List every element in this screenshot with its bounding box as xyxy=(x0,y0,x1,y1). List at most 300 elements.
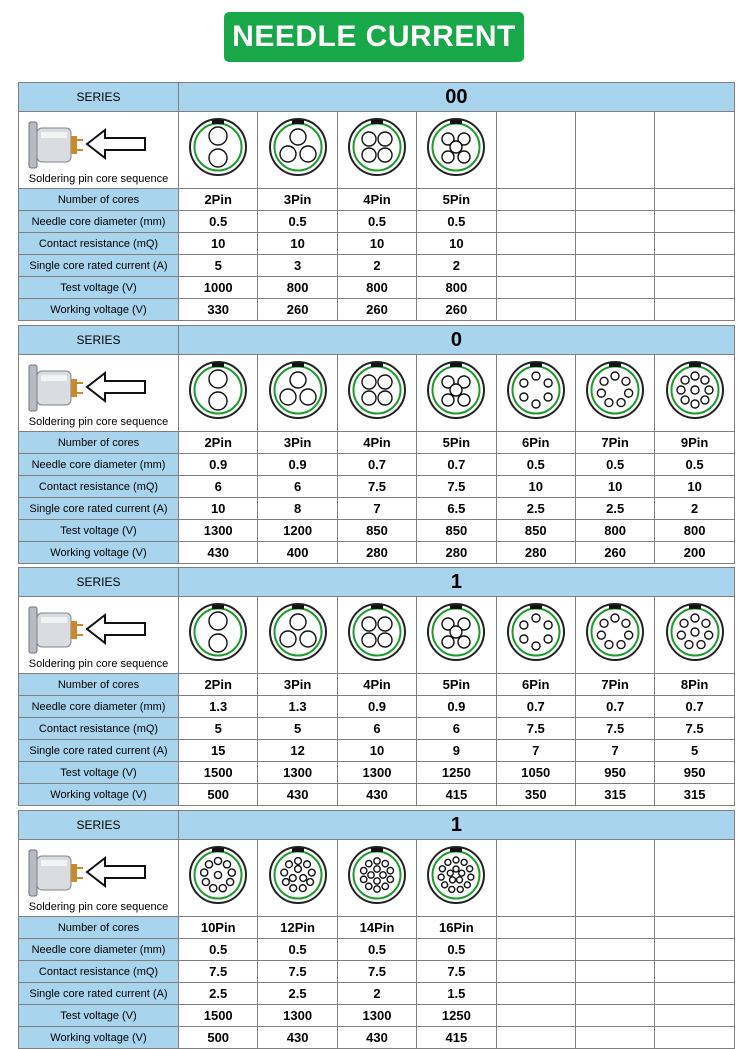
test-value: 850 xyxy=(337,520,416,542)
pin-contact xyxy=(374,886,380,892)
series-value: 0 xyxy=(179,326,735,355)
test-value: 1250 xyxy=(417,762,496,784)
diameter-value: 0.5 xyxy=(575,454,654,476)
test-value: 1500 xyxy=(179,1005,258,1027)
row-resistance xyxy=(19,476,735,498)
resistance-label: Contact resistance (mQ) xyxy=(19,476,179,498)
key-notch xyxy=(450,605,462,609)
connector-outline xyxy=(349,362,405,418)
pin-contact xyxy=(625,389,633,397)
pin-layout-cell xyxy=(258,597,337,674)
pin-layout-cell xyxy=(655,840,734,917)
pin-contact xyxy=(380,872,386,878)
pin-contact xyxy=(209,149,227,167)
pin-contact xyxy=(677,631,685,639)
pin-sequence-row xyxy=(19,112,735,189)
pin-contact xyxy=(442,636,454,648)
working-value: 315 xyxy=(575,784,654,806)
pin-contact xyxy=(617,399,625,407)
pin-contact xyxy=(362,633,376,647)
resistance-value: 10 xyxy=(179,233,258,255)
pin-contact xyxy=(458,151,470,163)
pin-contact xyxy=(368,872,374,878)
pin-contact xyxy=(374,878,380,884)
test-value xyxy=(496,277,575,299)
pin-contact xyxy=(705,386,713,394)
arrow-left-icon xyxy=(87,615,145,643)
pin-contact xyxy=(440,866,446,872)
pin-layout-icon xyxy=(187,844,249,906)
cores-value xyxy=(655,189,734,211)
current-label: Single core rated current (A) xyxy=(19,983,179,1005)
pin-contact xyxy=(209,612,227,630)
pin-contact xyxy=(378,375,392,389)
pin-contact xyxy=(704,631,712,639)
pin-contact xyxy=(611,372,619,380)
pin-contact xyxy=(366,860,372,866)
connector-outline xyxy=(428,847,484,903)
cores-value: 3Pin xyxy=(258,189,337,211)
pin-contact xyxy=(219,885,226,892)
pin-layout-cell xyxy=(179,597,258,674)
row-current xyxy=(19,498,735,520)
current-value: 5 xyxy=(179,255,258,277)
test-value: 1300 xyxy=(179,520,258,542)
test-value: 1000 xyxy=(179,277,258,299)
pin-contact xyxy=(362,148,376,162)
pin-contact xyxy=(532,642,540,650)
resistance-value xyxy=(575,961,654,983)
resistance-value: 5 xyxy=(179,718,258,740)
resistance-value xyxy=(575,233,654,255)
current-value: 3 xyxy=(258,255,337,277)
key-notch xyxy=(371,605,383,609)
pin-contact xyxy=(362,391,376,405)
diameter-value: 0.5 xyxy=(417,211,496,233)
pin-contact xyxy=(215,857,222,864)
diameter-value: 0.5 xyxy=(179,939,258,961)
key-notch xyxy=(212,363,224,367)
current-value xyxy=(655,255,734,277)
pin-contact xyxy=(209,127,227,145)
resistance-value: 7.5 xyxy=(417,961,496,983)
working-value: 400 xyxy=(258,542,337,564)
pin-contact xyxy=(681,376,689,384)
cores-value: 2Pin xyxy=(179,432,258,454)
sequence-label: Soldering pin core sequence xyxy=(28,173,169,185)
test-value: 1300 xyxy=(337,1005,416,1027)
pin-contact xyxy=(280,869,287,876)
resistance-value: 10 xyxy=(337,233,416,255)
pin-contact xyxy=(303,861,310,868)
resistance-value: 6 xyxy=(258,476,337,498)
pin-contact xyxy=(202,878,209,885)
arrow-left-icon xyxy=(87,858,145,886)
pin-contact xyxy=(378,617,392,631)
pin-contact xyxy=(605,641,613,649)
test-value: 950 xyxy=(575,762,654,784)
current-label: Single core rated current (A) xyxy=(19,498,179,520)
test-value: 950 xyxy=(655,762,734,784)
pin-contact xyxy=(294,866,301,873)
connector-outline xyxy=(349,847,405,903)
current-value: 2 xyxy=(655,498,734,520)
resistance-value: 10 xyxy=(496,476,575,498)
pin-contact xyxy=(702,619,710,627)
pin-contact xyxy=(360,876,366,882)
current-value: 12 xyxy=(258,740,337,762)
diameter-value xyxy=(655,211,734,233)
resistance-value: 5 xyxy=(258,718,337,740)
cores-value: 12Pin xyxy=(258,917,337,939)
pin-contact xyxy=(520,621,528,629)
pin-contact xyxy=(290,129,306,145)
row-resistance xyxy=(19,233,735,255)
pin-contact xyxy=(366,883,372,889)
pin-contact xyxy=(622,377,630,385)
diameter-value: 1.3 xyxy=(179,696,258,718)
pin-layout-icon xyxy=(505,359,567,421)
pin-contact xyxy=(520,635,528,643)
test-value xyxy=(496,1005,575,1027)
resistance-value xyxy=(496,233,575,255)
diameter-value: 0.9 xyxy=(417,696,496,718)
working-value: 260 xyxy=(337,299,416,321)
key-notch xyxy=(212,848,224,852)
pin-contact xyxy=(700,376,708,384)
diameter-value: 0.5 xyxy=(655,454,734,476)
sequence-label-cell xyxy=(19,840,179,917)
key-notch xyxy=(530,605,542,609)
resistance-value: 7.5 xyxy=(258,961,337,983)
series-row xyxy=(19,811,735,840)
pin-contact xyxy=(458,886,464,892)
pin-sequence-row xyxy=(19,840,735,917)
series-row xyxy=(19,568,735,597)
cores-value: 5Pin xyxy=(417,674,496,696)
test-value xyxy=(655,277,734,299)
key-notch xyxy=(450,363,462,367)
pin-layout-cell xyxy=(496,112,575,189)
key-notch xyxy=(689,605,701,609)
pin-layout-icon xyxy=(425,359,487,421)
pin-layout-cell xyxy=(179,355,258,432)
cores-value: 9Pin xyxy=(655,432,734,454)
key-notch xyxy=(450,848,462,852)
pin-contact xyxy=(532,400,540,408)
current-value: 2.5 xyxy=(575,498,654,520)
working-value: 280 xyxy=(496,542,575,564)
pin-layout-cell xyxy=(258,355,337,432)
diameter-label: Needle core diameter (mm) xyxy=(19,696,179,718)
cores-value xyxy=(575,917,654,939)
working-value: 430 xyxy=(337,784,416,806)
test-value: 800 xyxy=(337,277,416,299)
pin-layout-icon xyxy=(346,844,408,906)
pin-contact xyxy=(461,859,467,865)
working-label: Working voltage (V) xyxy=(19,542,179,564)
connector-body-icon xyxy=(29,850,83,896)
pin-contact xyxy=(544,379,552,387)
diameter-value xyxy=(496,939,575,961)
key-notch xyxy=(530,363,542,367)
current-value: 9 xyxy=(417,740,496,762)
diameter-value: 0.7 xyxy=(575,696,654,718)
test-value xyxy=(655,1005,734,1027)
working-value: 415 xyxy=(417,784,496,806)
diameter-value xyxy=(655,939,734,961)
pin-layout-icon xyxy=(267,601,329,663)
current-value: 2 xyxy=(337,983,416,1005)
test-label: Test voltage (V) xyxy=(19,520,179,542)
pin-layout-cell xyxy=(258,112,337,189)
pin-contact xyxy=(520,379,528,387)
pin-contact xyxy=(453,866,459,872)
cores-value: 10Pin xyxy=(179,917,258,939)
working-value xyxy=(496,299,575,321)
pin-contact xyxy=(306,879,313,886)
cores-value xyxy=(655,917,734,939)
arrow-left-icon xyxy=(87,130,145,158)
pin-layout-icon xyxy=(584,359,646,421)
cores-value: 4Pin xyxy=(337,189,416,211)
pin-contact xyxy=(299,875,306,882)
pin-contact xyxy=(544,393,552,401)
pin-contact xyxy=(285,861,292,868)
current-value: 15 xyxy=(179,740,258,762)
resistance-value: 7.5 xyxy=(496,718,575,740)
pin-layout-icon xyxy=(267,844,329,906)
working-value xyxy=(575,299,654,321)
pin-contact xyxy=(677,386,685,394)
pin-layout-cell xyxy=(179,840,258,917)
diameter-label: Needle core diameter (mm) xyxy=(19,454,179,476)
key-notch xyxy=(609,605,621,609)
connector-outline xyxy=(270,847,326,903)
pin-contact xyxy=(468,874,474,880)
row-test xyxy=(19,277,735,299)
pin-contact xyxy=(362,617,376,631)
pin-layout-icon xyxy=(346,116,408,178)
diameter-label: Needle core diameter (mm) xyxy=(19,211,179,233)
pin-contact xyxy=(520,393,528,401)
pin-contact xyxy=(691,628,699,636)
test-value xyxy=(575,1005,654,1027)
pin-contact xyxy=(450,626,462,638)
current-value: 7 xyxy=(496,740,575,762)
resistance-value: 10 xyxy=(575,476,654,498)
page-title: NEEDLE CURRENT xyxy=(224,12,524,62)
key-notch xyxy=(292,605,304,609)
pin-layout-cell xyxy=(496,355,575,432)
cores-value: 2Pin xyxy=(179,189,258,211)
pin-contact xyxy=(362,375,376,389)
series-label: SERIES xyxy=(19,568,179,597)
row-resistance xyxy=(19,961,735,983)
row-current xyxy=(19,740,735,762)
spec-table-series-2 xyxy=(18,567,735,806)
current-value xyxy=(496,255,575,277)
pin-contact xyxy=(605,399,613,407)
diameter-value: 0.9 xyxy=(179,454,258,476)
cores-value: 3Pin xyxy=(258,432,337,454)
current-value: 2 xyxy=(417,255,496,277)
pin-layout-icon xyxy=(346,359,408,421)
pin-contact xyxy=(280,631,296,647)
connector-outline xyxy=(508,362,564,418)
series-value: 1 xyxy=(179,811,735,840)
diameter-value: 0.7 xyxy=(417,454,496,476)
key-notch xyxy=(609,363,621,367)
row-current xyxy=(19,255,735,277)
key-notch xyxy=(371,363,383,367)
test-label: Test voltage (V) xyxy=(19,277,179,299)
resistance-value: 7.5 xyxy=(337,961,416,983)
current-value xyxy=(575,255,654,277)
pin-layout-icon xyxy=(346,601,408,663)
pin-contact xyxy=(300,631,316,647)
pin-contact xyxy=(290,614,306,630)
pin-contact xyxy=(289,875,296,882)
pin-contact xyxy=(378,633,392,647)
cores-value: 5Pin xyxy=(417,432,496,454)
working-value: 415 xyxy=(417,1027,496,1049)
working-value: 330 xyxy=(179,299,258,321)
pin-layout-cell xyxy=(655,112,734,189)
test-value: 1500 xyxy=(179,762,258,784)
resistance-label: Contact resistance (mQ) xyxy=(19,718,179,740)
row-working xyxy=(19,1027,735,1049)
resistance-value: 6 xyxy=(417,718,496,740)
pin-sequence-row xyxy=(19,355,735,432)
working-value xyxy=(655,299,734,321)
diameter-value: 0.9 xyxy=(258,454,337,476)
connector-outline xyxy=(587,362,643,418)
pin-contact xyxy=(215,871,222,878)
current-value xyxy=(575,983,654,1005)
pin-layout-cell xyxy=(575,355,654,432)
connector-outline xyxy=(349,119,405,175)
pin-contact xyxy=(442,882,448,888)
resistance-value: 7.5 xyxy=(575,718,654,740)
pin-contact xyxy=(453,857,459,863)
current-value: 2.5 xyxy=(258,983,337,1005)
diameter-value: 0.5 xyxy=(179,211,258,233)
pin-contact xyxy=(280,146,296,162)
connector-illustration xyxy=(25,359,175,415)
spec-table-series-1 xyxy=(18,325,735,564)
row-working xyxy=(19,784,735,806)
test-value: 1300 xyxy=(337,762,416,784)
cores-value: 3Pin xyxy=(258,674,337,696)
current-value: 2.5 xyxy=(496,498,575,520)
diameter-value: 0.5 xyxy=(417,939,496,961)
working-value: 500 xyxy=(179,1027,258,1049)
row-diameter xyxy=(19,454,735,476)
row-diameter xyxy=(19,211,735,233)
diameter-value xyxy=(496,211,575,233)
pin-contact xyxy=(442,151,454,163)
pin-contact xyxy=(691,386,699,394)
sequence-label-cell xyxy=(19,355,179,432)
pin-contact xyxy=(209,392,227,410)
connector-illustration xyxy=(25,116,175,172)
pin-contact xyxy=(611,614,619,622)
pin-layout-icon xyxy=(425,844,487,906)
pin-contact xyxy=(691,614,699,622)
connector-body-icon xyxy=(29,607,83,653)
key-notch xyxy=(371,848,383,852)
row-cores xyxy=(19,189,735,211)
spec-table-series-3 xyxy=(18,810,735,1049)
diameter-label: Needle core diameter (mm) xyxy=(19,939,179,961)
pin-contact xyxy=(680,619,688,627)
cores-label: Number of cores xyxy=(19,917,179,939)
resistance-value: 6 xyxy=(179,476,258,498)
pin-contact xyxy=(597,631,605,639)
working-value: 430 xyxy=(258,784,337,806)
cores-value: 6Pin xyxy=(496,432,575,454)
resistance-value: 7.5 xyxy=(337,476,416,498)
cores-value: 16Pin xyxy=(417,917,496,939)
pin-layout-cell xyxy=(337,355,416,432)
pin-layout-icon xyxy=(505,601,567,663)
pin-contact xyxy=(299,885,306,892)
pin-contact xyxy=(697,641,705,649)
sequence-label: Soldering pin core sequence xyxy=(28,901,169,913)
pin-contact xyxy=(445,859,451,865)
cores-value xyxy=(496,917,575,939)
arrow-left-icon xyxy=(87,373,145,401)
cores-value: 4Pin xyxy=(337,674,416,696)
connector-illustration xyxy=(25,601,175,657)
pin-contact xyxy=(450,877,456,883)
pin-contact xyxy=(700,396,708,404)
key-notch xyxy=(292,363,304,367)
cores-label: Number of cores xyxy=(19,432,179,454)
pin-contact xyxy=(374,866,380,872)
row-working xyxy=(19,299,735,321)
sequence-label: Soldering pin core sequence xyxy=(28,658,169,670)
series-label: SERIES xyxy=(19,811,179,840)
working-value xyxy=(575,1027,654,1049)
pin-contact xyxy=(290,372,306,388)
working-value xyxy=(655,1027,734,1049)
resistance-label: Contact resistance (mQ) xyxy=(19,961,179,983)
cores-value: 2Pin xyxy=(179,674,258,696)
pin-layout-cell xyxy=(337,840,416,917)
cores-value: 7Pin xyxy=(575,432,654,454)
pin-layout-cell xyxy=(337,112,416,189)
pin-contact xyxy=(382,860,388,866)
current-value: 7 xyxy=(575,740,654,762)
resistance-value: 7.5 xyxy=(655,718,734,740)
diameter-value: 0.7 xyxy=(655,696,734,718)
resistance-value: 6 xyxy=(337,718,416,740)
row-current xyxy=(19,983,735,1005)
row-resistance xyxy=(19,718,735,740)
current-value: 5 xyxy=(655,740,734,762)
cores-value: 14Pin xyxy=(337,917,416,939)
pin-layout-cell xyxy=(417,840,496,917)
pin-layout-icon xyxy=(584,601,646,663)
pin-contact xyxy=(450,384,462,396)
current-value: 1.5 xyxy=(417,983,496,1005)
pin-layout-cell xyxy=(655,355,734,432)
row-diameter xyxy=(19,696,735,718)
current-value: 2 xyxy=(337,255,416,277)
test-value: 800 xyxy=(417,277,496,299)
